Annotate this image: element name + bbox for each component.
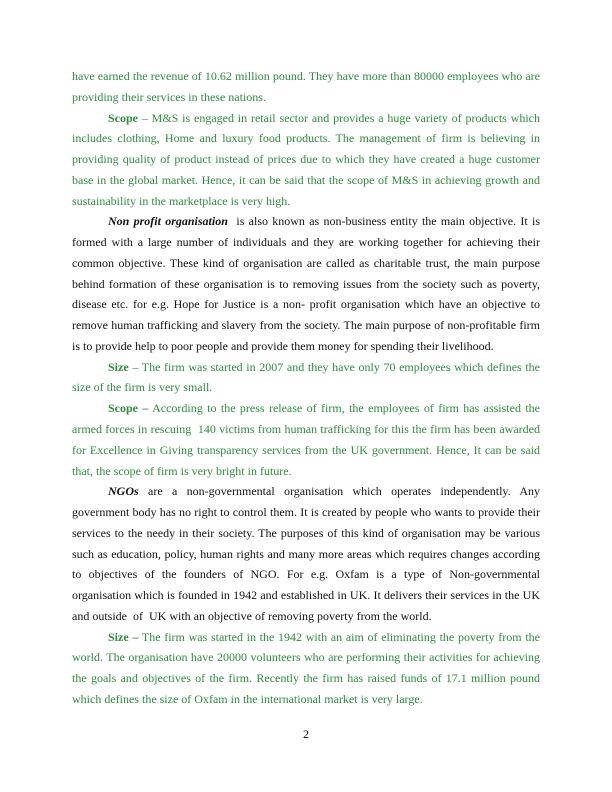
text-line [72, 398, 540, 419]
line-text: the goals and objectives of the firm. Recently the firm has raised funds of 17.1 million pound [72, 671, 540, 686]
line-text: which defines the size of Oxfam in the international market is very large. [72, 691, 423, 706]
text-line [72, 523, 540, 544]
text-line [72, 481, 540, 502]
line-text: base in the global market. Hence, it can be said that the scope of M&S in achieving growth and [72, 172, 540, 187]
text-line [72, 108, 540, 129]
text-line [72, 461, 540, 482]
document-body [72, 66, 540, 710]
line-text: government body has no right to control them. It is created by people who wants to provide their [72, 505, 540, 520]
line-text: disease etc. for e.g. Hope for Justice is a non- profit organisation which have an objective to [72, 297, 540, 312]
text-line [72, 191, 540, 212]
line-text: world. The organisation have 20000 volunteers who are performing their activities for achieving [72, 650, 540, 665]
line-text: remove human trafficking and slavery from the society. The main purpose of non-profitable firm [72, 318, 540, 333]
line-text: The firm was started in the 1942 with an aim of eliminating the poverty from the [138, 629, 540, 644]
paragraph [72, 66, 540, 108]
text-line [72, 66, 540, 87]
line-text: behind formation of these organisation is to removing issues from the society such as poverty, [72, 276, 540, 291]
paragraph [72, 108, 540, 212]
line-text: services to the needy in their society. The purposes of this kind of organisation may be various [72, 525, 540, 540]
text-line [72, 232, 540, 253]
page-number: 2 [303, 727, 309, 741]
line-text: is also known as non-business entity the main objective. It is [227, 214, 540, 229]
text-line [72, 606, 540, 627]
line-text: is to provide help to poor people and provide them money for spending their livelihood. [72, 338, 494, 353]
line-text: – The firm was started in 2007 and they have only 70 employees which defines the [128, 359, 540, 374]
line-text: – M&S is engaged in retail sector and provides a huge variety of products which [138, 110, 540, 125]
text-line [72, 564, 540, 585]
text-line [72, 170, 540, 191]
text-line [72, 274, 540, 295]
paragraph-heading: Scope [108, 110, 138, 125]
text-line [72, 544, 540, 565]
text-line [72, 668, 540, 689]
text-line [72, 585, 540, 606]
line-text: providing their services in these nations. [72, 89, 266, 104]
line-text: have earned the revenue of 10.62 million pound. They have more than 80000 employees who are [72, 69, 540, 83]
paragraph [72, 357, 540, 399]
paragraph [72, 627, 540, 710]
line-text: armed forces in rescuing 140 victims from human trafficking for this the firm has been awarded [72, 422, 540, 437]
text-line [72, 440, 540, 461]
line-text: such as education, policy, human rights and many more areas which requires changes according [72, 546, 540, 561]
text-line [72, 315, 540, 336]
text-line [72, 253, 540, 274]
line-text: organisation which is founded in 1942 and established in UK. It delivers their services in the UK [72, 588, 540, 603]
text-line [72, 211, 540, 232]
text-line [72, 87, 540, 108]
line-text: providing quality of product instead of prices due to which they have created a huge customer [72, 152, 540, 167]
text-line [72, 502, 540, 523]
text-line [72, 377, 540, 398]
paragraph-heading: Size [108, 359, 129, 374]
text-line [72, 419, 540, 440]
line-text: includes clothing, Home and luxury food products. The management of firm is believing in [72, 131, 540, 146]
line-text: common objective. These kind of organisation are called as charitable trust, the main purpose [72, 255, 540, 270]
line-text: for Excellence in Giving transparency services from the UK government. Hence, It can be said [72, 442, 540, 457]
line-text: and outside of UK with an objective of removing poverty from the world. [72, 608, 432, 623]
text-line [72, 357, 540, 378]
paragraph-heading: Non profit organisation [108, 214, 228, 229]
text-line [72, 128, 540, 149]
line-text: According to the press release of firm, the employees of firm has assisted the [148, 401, 540, 416]
line-text: to objectives of the founders of NGO. For e.g. Oxfam is a type of Non-governmental [72, 567, 540, 582]
line-text: sustainability in the marketplace is very high. [72, 193, 291, 208]
text-line [72, 336, 540, 357]
text-line [72, 294, 540, 315]
text-line [72, 627, 540, 648]
line-text: that, the scope of firm is very bright in future. [72, 463, 292, 478]
text-line [72, 647, 540, 668]
paragraph [72, 481, 540, 626]
paragraph-heading: NGOs [108, 484, 139, 499]
paragraph-heading: Size – [108, 629, 139, 644]
line-text: size of the firm is very small. [72, 380, 213, 395]
text-line [72, 149, 540, 170]
line-text: are a non-governmental organisation which operates independently. Any [138, 484, 540, 499]
paragraph [72, 211, 540, 356]
paragraph [72, 398, 540, 481]
text-line [72, 689, 540, 710]
paragraph-heading: Scope – [108, 401, 149, 416]
line-text: formed with a large number of individuals and they are working together for achieving their [72, 235, 540, 250]
